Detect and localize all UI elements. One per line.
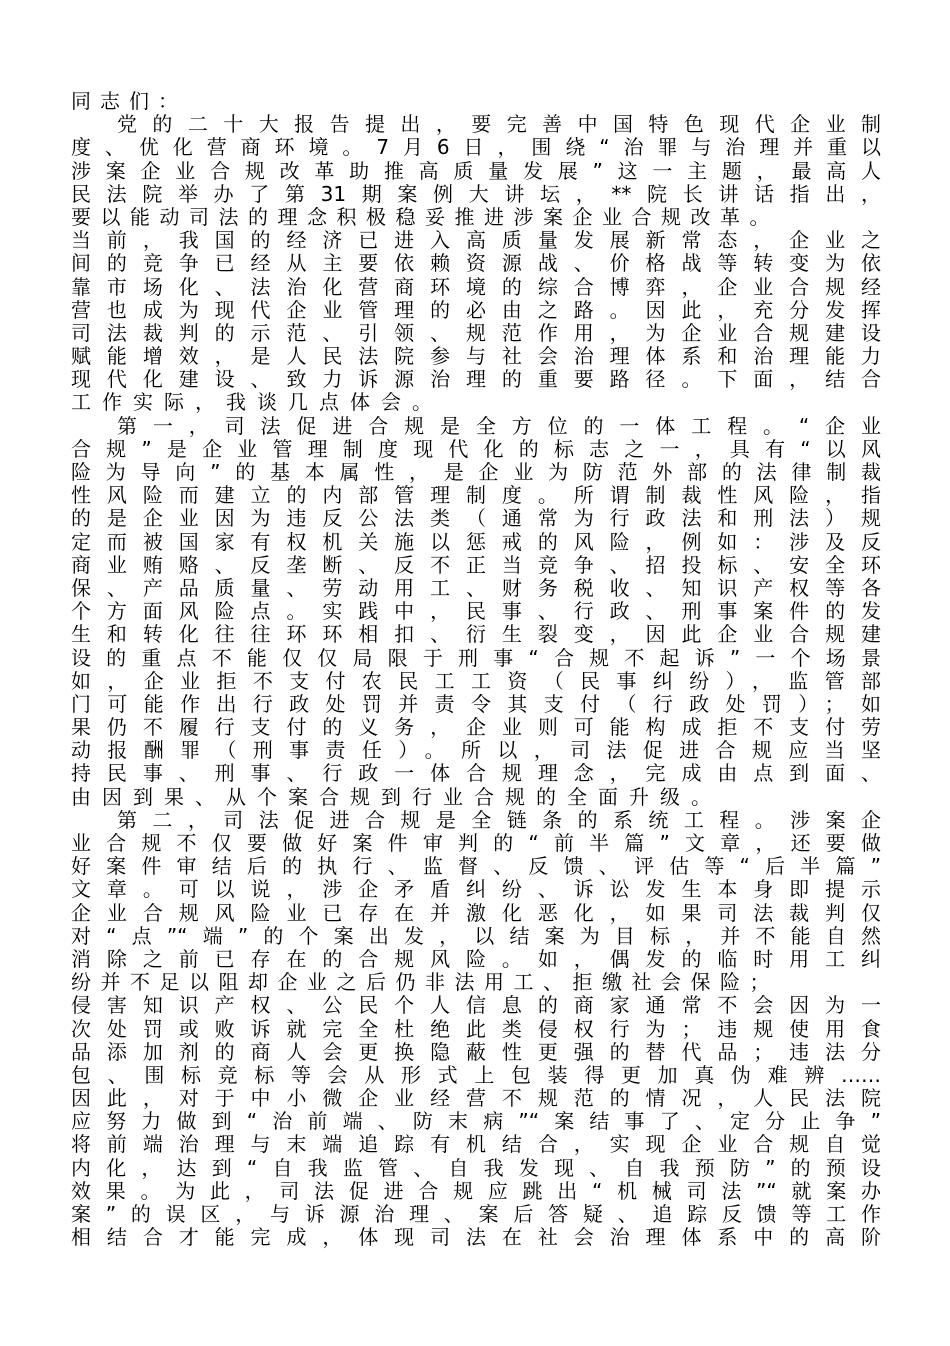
paragraph-1-line: 司法裁判的示范、引领、规范作用，为企业合规建设: [71, 320, 881, 345]
paragraph-1-line: 当前，我国的经济已进入高质量发展新常态，企业之: [71, 228, 881, 253]
paragraph-3-line: 包、围标竞标等会从形式上包装得更加真伪难辨……: [71, 1062, 881, 1087]
paragraph-2-line: 个方面风险点。实践中，民事、行政、刑事案件的发: [71, 599, 881, 624]
paragraph-3-line: 对“点”“端”的个案出发，以结案为目标，并不能自然: [71, 923, 881, 948]
paragraph-2-line: 持民事、刑事、行政一体合规理念，完成由点到面、: [71, 761, 881, 786]
paragraph-2-line: 设的重点不能仅仅局限于刑事“合规不起诉”一个场景: [71, 645, 881, 670]
paragraph-1-line: 涉案企业合规改革助推高质量发展”这一主题，最高人: [71, 158, 881, 183]
paragraph-2-line: 果仍不履行支付的义务，企业则可能构成拒不支付劳: [71, 715, 881, 740]
paragraph-2-line: 合规”是企业管理制度现代化的标志之一，具有“以风: [71, 436, 881, 461]
paragraph-3-line: 因此，对于中小微企业经营不规范的情况，人民法院: [71, 1086, 881, 1111]
paragraph-3-line: 案”的误区，与诉源治理、案后答疑、追踪反馈等工作: [71, 1202, 881, 1226]
paragraph-2-line: 商业贿赂、反垄断、反不正当竞争、招投标、安全环: [71, 552, 881, 577]
paragraph-2-line: 定而被国家有权机关施以惩戒的风险，例如：涉及反: [71, 529, 881, 554]
speech-text: [71, 90, 881, 1249]
paragraph-3-line: 内化，达到“自我监管、自我发现、自我预防”的预设: [71, 1155, 881, 1180]
paragraph-2-line: 性风险而建立的内部管理制度。所谓制裁性风险，指: [71, 483, 881, 508]
paragraph-2-line: 保、产品质量、劳动用工、财务税收、知识产权等各: [71, 575, 881, 600]
paragraph-3-line: 好案件审结后的执行、监督、反馈、评估等“后半篇”: [71, 854, 881, 879]
paragraph-1-line: 赋能增效，是人民法院参与社会治理体系和治理能力: [71, 344, 881, 369]
paragraph-3-line: 效果。为此，司法促进合规应跳出“机械司法”“就案办: [71, 1178, 881, 1203]
greeting-line: 同志们：: [71, 89, 187, 113]
paragraph-1-line: 工作实际，我谈几点体会。: [71, 390, 443, 415]
paragraph-2-line: 第一，司法促进合规是全方位的一体工程。“企业: [117, 413, 881, 438]
paragraph-2-line: 险为导向”的基本属性，是企业为防范外部的法律制裁: [71, 460, 881, 484]
paragraph-2-line: 动报酬罪（刑事责任）。所以，司法促进合规应当坚: [71, 738, 881, 763]
paragraph-2-line: 如，企业拒不支付农民工工资（民事纠纷），监管部: [71, 668, 881, 693]
paragraph-1-line: 营也成为现代企业管理的必由之路。因此，充分发挥: [71, 297, 881, 322]
paragraph-2-line: 的是企业因为违反公法类（通常为行政法和刑法）规: [71, 506, 881, 531]
paragraph-3-line: 次处罚或败诉就完全杜绝此类侵权行为；违规使用食: [71, 1016, 881, 1041]
paragraph-3-line: 品添加剂的商人会更换隐蔽性更强的替代品；违法分: [71, 1039, 881, 1064]
paragraph-1-line: 要以能动司法的理念积极稳妥推进涉案企业合规改革。: [71, 204, 779, 229]
paragraph-2-line: 由因到果、从个案合规到行业合规的全面升级。: [71, 784, 722, 809]
paragraph-3-line: 应努力做到“治前端、防末病”“案结事了、定分止争”: [71, 1109, 881, 1134]
paragraph-3-line: 文章。可以说，涉企矛盾纠纷、诉讼发生本身即提示: [71, 877, 881, 902]
paragraph-3-line: 侵害知识产权、公民个人信息的商家通常不会因为一: [71, 993, 881, 1018]
paragraph-1-line: 度、优化营商环境。7月6日，围绕“治罪与治理并重以: [71, 135, 881, 160]
paragraph-3-line: 第二，司法促进合规是全链条的系统工程。涉案企: [117, 807, 881, 832]
paragraph-2-line: 门可能作出行政处罚并责令其支付（行政处罚）；如: [71, 691, 881, 716]
paragraph-3-line: 消除之前已存在的合规风险。如，偶发的临时用工纠: [71, 946, 881, 971]
paragraph-1-line: 间的竞争已经从主要依赖资源战、价格战等转变为依: [71, 251, 881, 276]
paragraph-3-line: 将前端治理与末端追踪有机结合，实现企业合规自觉: [71, 1132, 881, 1157]
paragraph-3-line: 纷并不足以阻却企业之后仍非法用工、拒缴社会保险；: [71, 970, 779, 995]
paragraph-1-line: 民法院举办了第31期案例大讲坛，**院长讲话指出，: [71, 181, 881, 206]
paragraph-3-line: 业合规不仅要做好案件审判的“前半篇”文章，还要做: [71, 831, 881, 855]
paragraph-1-line: 党的二十大报告提出，要完善中国特色现代企业制: [117, 112, 881, 137]
paragraph-3-line: 企业合规风险业已存在并激化恶化，如果司法裁判仅: [71, 900, 881, 925]
paragraph-1-line: 现代化建设、致力诉源治理的重要路径。下面，结合: [71, 367, 881, 392]
paragraph-2-line: 生和转化往往环环相扣、衍生裂变，因此企业合规建: [71, 622, 881, 647]
paragraph-3-line: 相结合才能完成，体现司法在社会治理体系中的高阶: [71, 1225, 881, 1250]
paragraph-1-line: 靠市场化、法治化营商环境的综合博弈，企业合规经: [71, 274, 881, 299]
